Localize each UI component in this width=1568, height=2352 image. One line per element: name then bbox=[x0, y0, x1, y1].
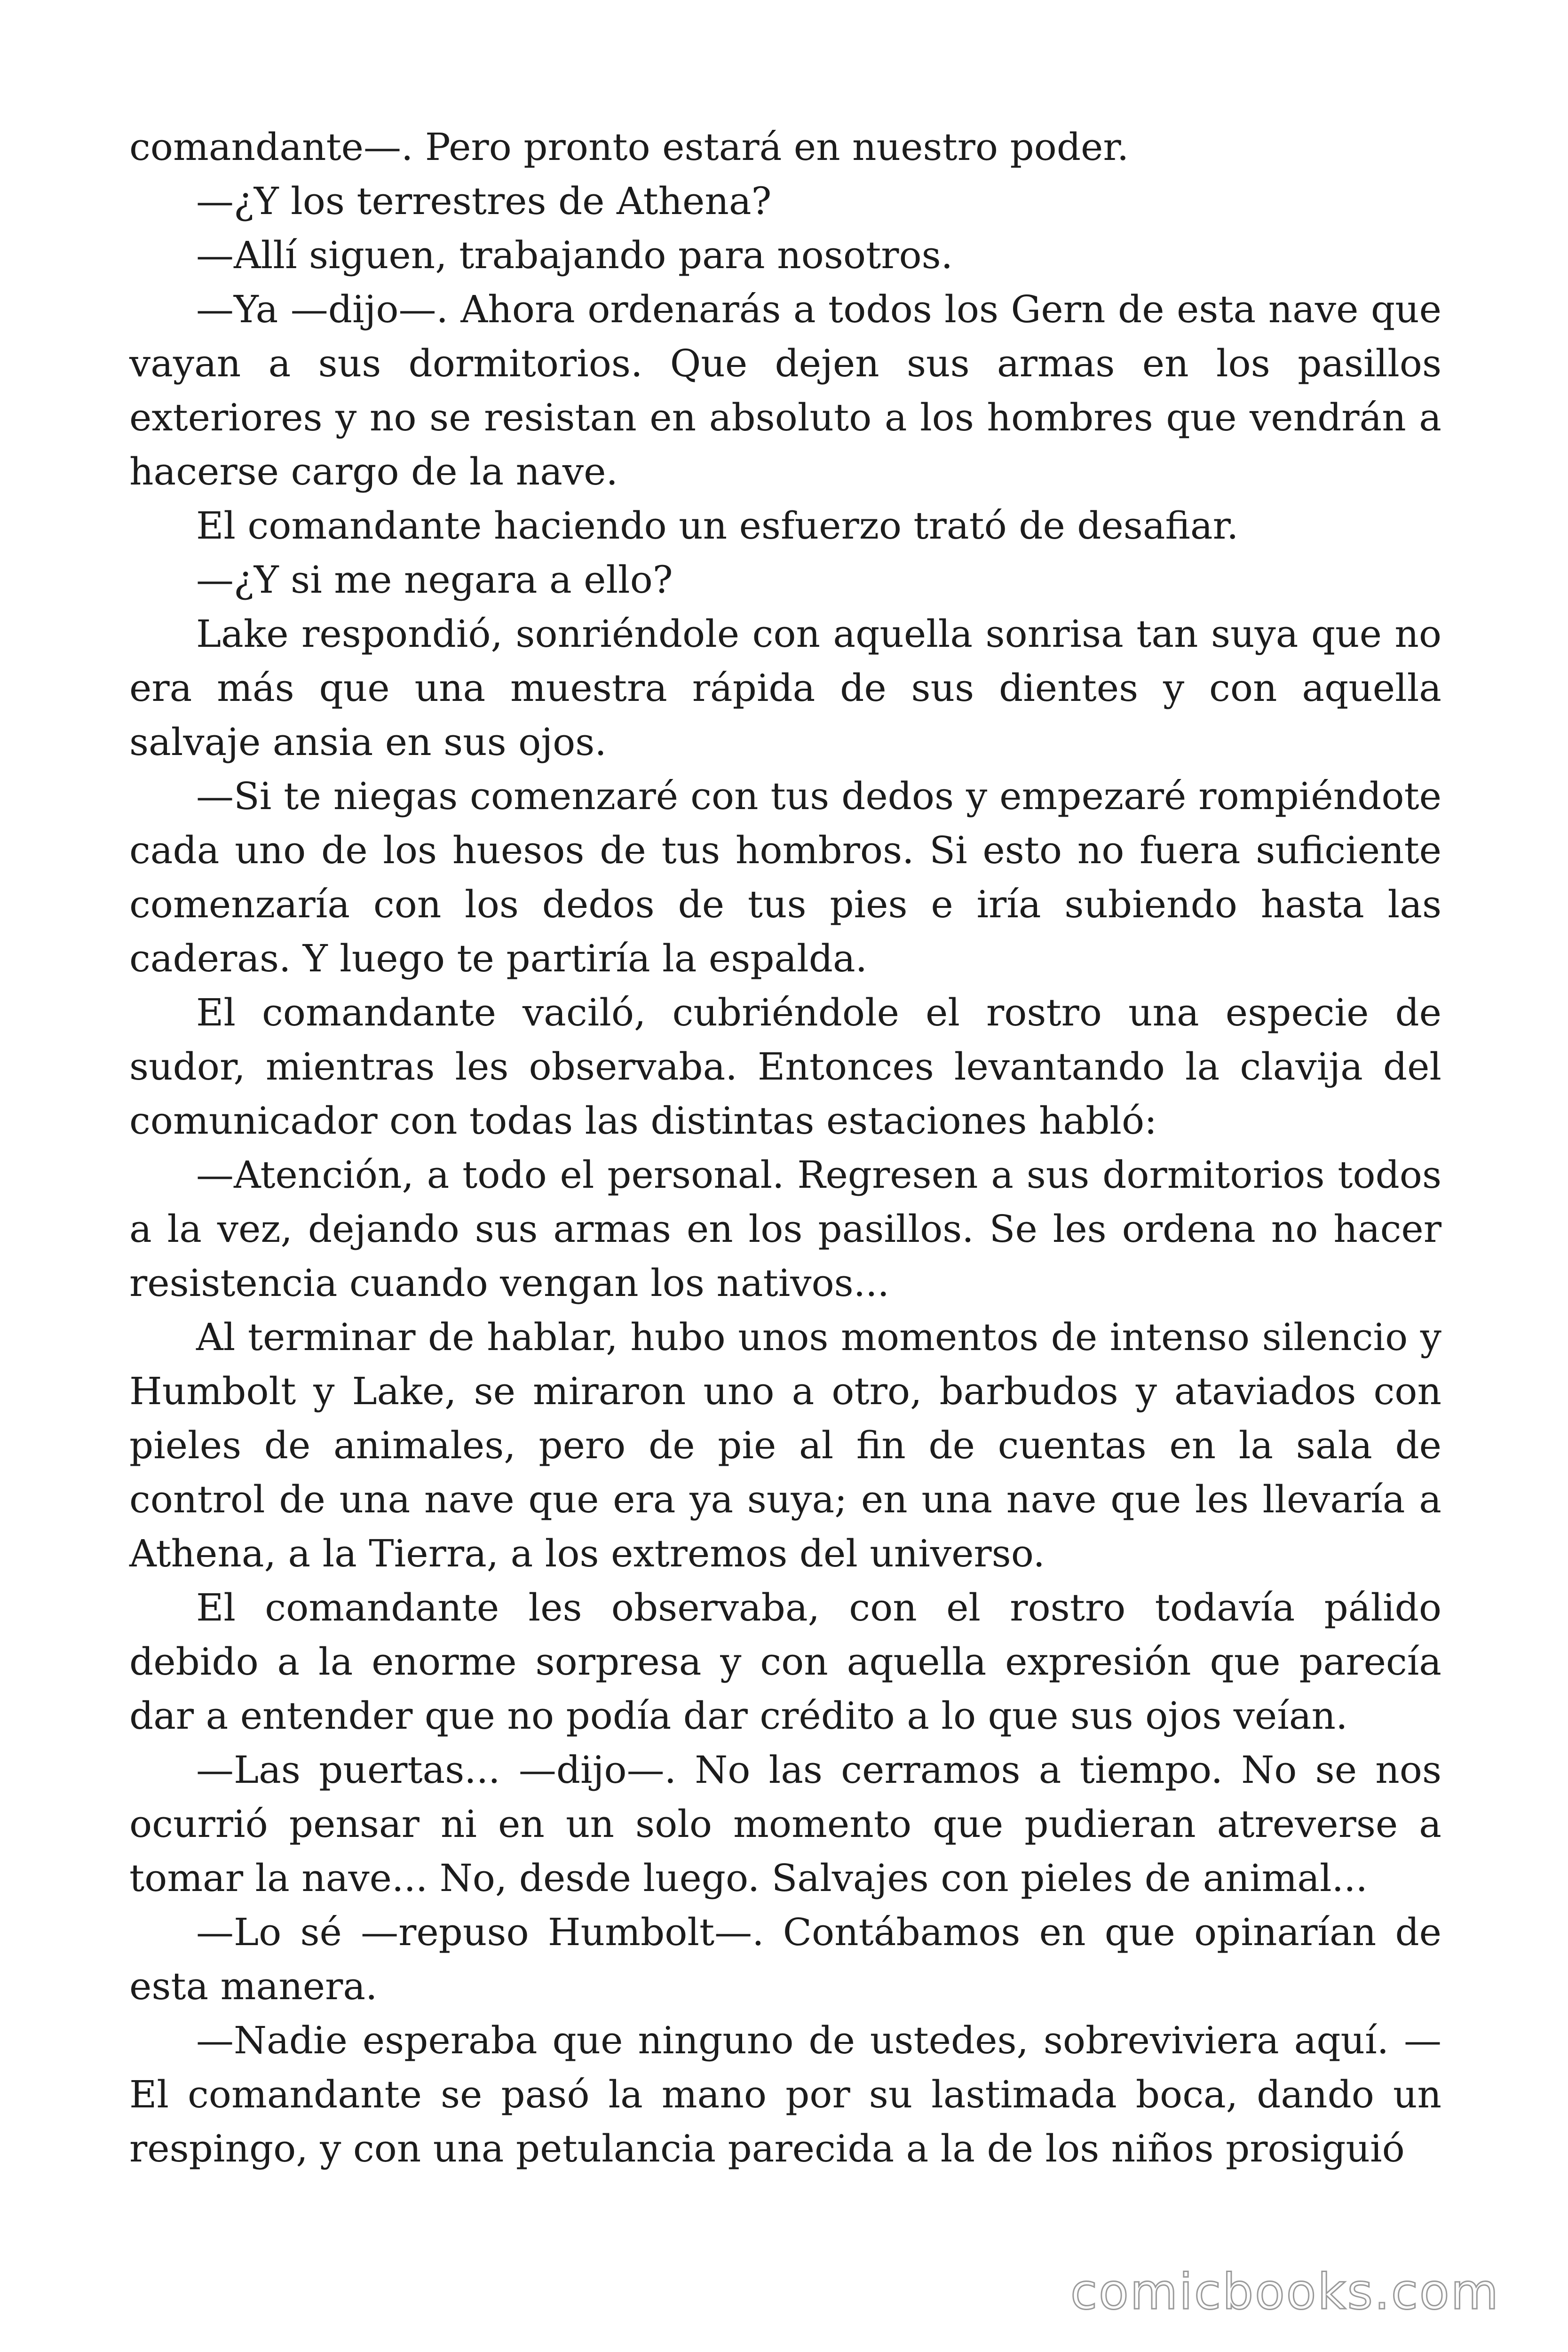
paragraph: —¿Y si me negara a ello? bbox=[196, 558, 673, 602]
paragraph: Lake respondió, sonriéndole con aquella sonrisa tan suya que no era más que una muestra rápida de sus dientes y con aquella salvaje ansia en sus ojos. bbox=[129, 612, 1441, 764]
paragraph: —Lo sé —repuso Humbolt—. Contábamos en que opinarían de esta manera. bbox=[129, 1910, 1441, 2008]
paragraph: —Ya —dijo—. Ahora ordenarás a todos los Gern de esta nave que vayan a sus dormitorios. Que dejen sus armas en los pasillos exteriores y no se resistan en absoluto a los hombres que vendrán a hacerse cargo de la nave. bbox=[129, 287, 1441, 493]
paragraph: —Las puertas... —dijo—. No las cerramos a tiempo. No se nos ocurrió pensar ni en un solo momento que pudieran atreverse a tomar la nave... No, desde luego. Salvajes con pieles de animal... bbox=[129, 1748, 1441, 1900]
paragraph: El comandante haciendo un esfuerzo trató de desafiar. bbox=[196, 504, 1239, 548]
paragraph: —¿Y los terrestres de Athena? bbox=[196, 179, 772, 223]
page-text-body bbox=[129, 120, 1441, 2176]
paragraph: —Nadie esperaba que ninguno de ustedes, sobreviviera aquí. —El comandante se pasó la mano por su lastimada boca, dando un respingo, y con una petulancia parecida a la de los niños prosiguió bbox=[129, 2018, 1441, 2170]
paragraph: El comandante les observaba, con el rostro todavía pálido debido a la enorme sorpresa y con aquella expresión que parecía dar a entender que no podía dar crédito a lo que sus ojos veían. bbox=[129, 1586, 1441, 1738]
paragraph: —Si te niegas comenzaré con tus dedos y empezaré rompiéndote cada uno de los huesos de tus hombros. Si esto no fuera suficiente comenzaría con los dedos de tus pies e iría subiendo hasta las caderas. Y luego te partiría la espalda. bbox=[129, 774, 1441, 980]
paragraph: El comandante vaciló, cubriéndole el rostro una especie de sudor, mientras les observaba. Entonces levantando la clavija del comunicador con todas las distintas estaciones habló: bbox=[129, 991, 1441, 1143]
watermark: comicbooks.com bbox=[1070, 2263, 1500, 2320]
paragraph: —Atención, a todo el personal. Regresen a sus dormitorios todos a la vez, dejando sus armas en los pasillos. Se les ordena no hacer resistencia cuando vengan los nativos... bbox=[129, 1153, 1441, 1305]
paragraph: Al terminar de hablar, hubo unos momentos de intenso silencio y Humbolt y Lake, se miraron uno a otro, barbudos y ataviados con pieles de animales, pero de pie al fin de cuentas en la sala de control de una nave que era ya suya; en una nave que les llevaría a Athena, a la Tierra, a los extremos del universo. bbox=[129, 1315, 1441, 1575]
paragraph: —Allí siguen, trabajando para nosotros. bbox=[196, 233, 953, 277]
paragraph: comandante—. Pero pronto estará en nuestro poder. bbox=[129, 125, 1129, 169]
